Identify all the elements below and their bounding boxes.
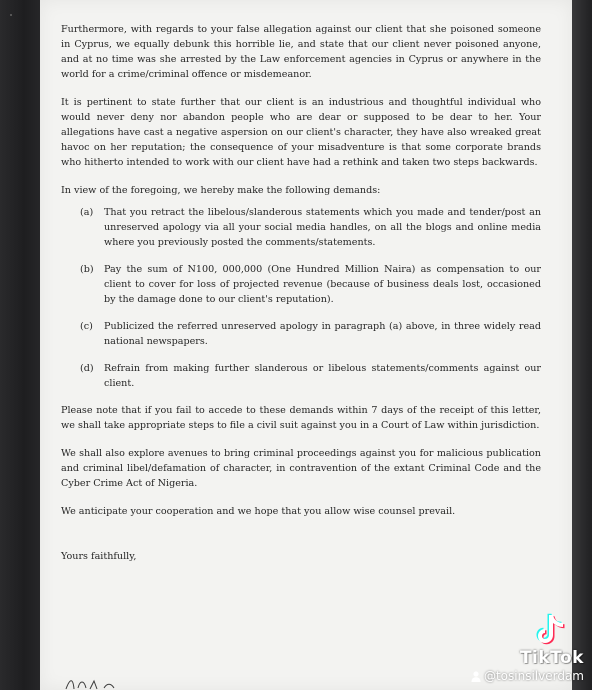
demand-letter: (c) [80, 321, 93, 332]
letter-page [40, 0, 572, 690]
demand-c [61, 319, 541, 349]
demand-letter: (d) [80, 363, 94, 374]
demand-a [61, 205, 541, 250]
paragraph-civil-suit: Please note that if you fail to accede to these demands within 7 days of the receipt of this letter, we shall take appropriate steps to file a civil suit against you in a Court of Law within jurisdiction. [61, 405, 541, 431]
tiktok-handle-text: @tosinsilverdam [483, 669, 584, 683]
paragraph-client-character: It is pertinent to state further that our client is an industrious and thoughtful individual who would never deny nor abandon people who are dear or supposed to be dear to her. Your allegations have cast a negative aspersion on our client's character, they have also wreaked great havoc on her reputation; the consequence of your misadventure is that some corporate brands who hitherto intended to work with our client have had a rethink and taken two steps backwards. [61, 97, 541, 168]
demand-text: That you retract the libelous/slanderous statements which you made and tender/post an unreserved apology via all your social media handles, on all the blogs and online media where you previously posted the comments/statements. [104, 207, 541, 248]
corner-mark [10, 14, 12, 16]
paragraph-criminal-proceedings: We shall also explore avenues to bring criminal proceedings against you for malicious publication and criminal libel/defamation of character, in contravention of the extant Criminal Code and the Cyber Crime Act of Nigeria. [61, 448, 541, 489]
right-dark-border [570, 0, 592, 690]
signature-scribble [64, 676, 134, 690]
left-dark-border [0, 0, 40, 690]
tiktok-logo-icon [534, 612, 568, 648]
demand-text: Refrain from making further slanderous or libelous statements/comments against our client. [104, 363, 541, 389]
demand-d [61, 361, 541, 391]
paragraph-cyprus-allegation: Furthermore, with regards to your false allegation against our client that she poisoned someone in Cyprus, we equally debunk this horrible lie, and state that our client never poisoned anyone, and at no time was she arrested by the Law enforcement agencies in Cyprus or anywhere in the world for a crime/criminal offence or misdemeanor. [61, 24, 541, 80]
demand-letter: (b) [80, 264, 94, 275]
demand-b [61, 262, 541, 307]
demand-text: Pay the sum of N100, 000,000 (One Hundred Million Naira) as compensation to our client to cover for loss of projected revenue (because of business deals lost, occasioned by the damage done to our client's reputation). [104, 264, 541, 305]
letter-body [61, 22, 541, 577]
paragraph-cooperation: We anticipate your cooperation and we hope that you allow wise counsel prevail. [61, 506, 456, 517]
tiktok-watermark [436, 612, 586, 688]
tiktok-handle [471, 669, 584, 683]
demand-text: Publicized the referred unreserved apology in paragraph (a) above, in three widely read national newspapers. [104, 321, 541, 347]
paragraph-demands-intro: In view of the foregoing, we hereby make the following demands: [61, 185, 381, 196]
closing-salutation: Yours faithfully, [61, 551, 137, 562]
tiktok-brand-text: TikTok [519, 648, 584, 668]
user-icon [471, 671, 481, 682]
demand-letter: (a) [80, 207, 94, 218]
